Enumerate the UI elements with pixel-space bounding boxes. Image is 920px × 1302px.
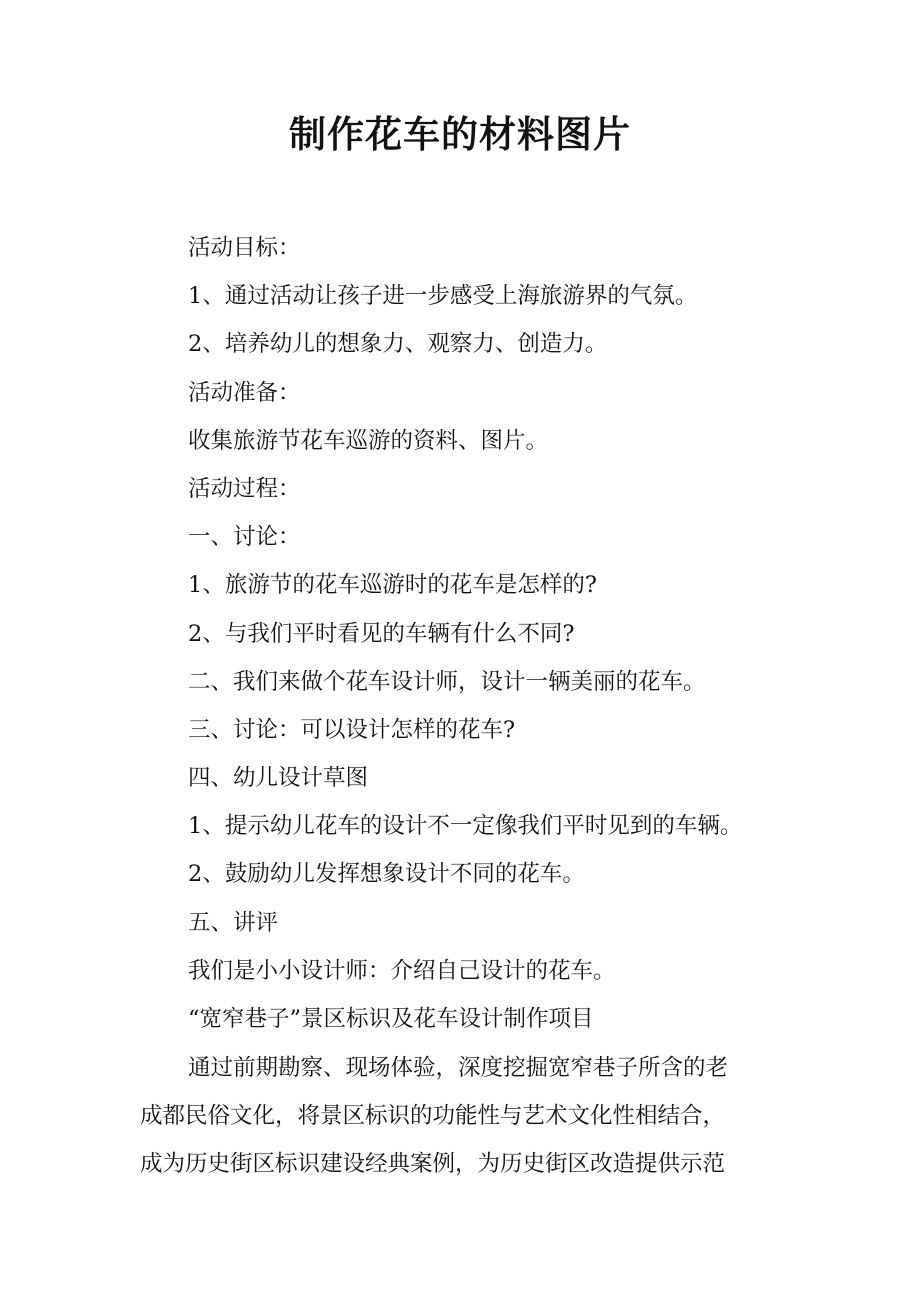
document-paragraph [140, 1044, 820, 1188]
text-line: 我们是小小设计师：介绍自己设计的花车。 [188, 957, 616, 984]
text-line: 活动目标： [188, 235, 301, 261]
paragraph-line: 成为历史街区标识建设经典案例，为历史街区改造提供示范 [140, 1151, 726, 1177]
text-line: 三、讨论：可以设计怎样的花车? [188, 716, 516, 743]
text-line: 活动过程： [188, 475, 301, 502]
text-line: “宽窄巷子”景区标识及花车设计制作项目 [188, 1006, 594, 1032]
text-line: 一、讨论： [188, 524, 301, 551]
text-line: 二、我们来做个花车设计师，设计一辆美丽的花车。 [188, 668, 706, 695]
text-line: 五、讲评 [188, 909, 279, 936]
text-line: 1、提示幼儿花车的设计不一定像我们平时见到的车辆。 [188, 813, 743, 840]
document-body [188, 224, 848, 1043]
paragraph-line: 通过前期勘察、现场体验，深度挖掘宽窄巷子所含的老 [188, 1055, 729, 1081]
document-title: 制作花车的材料图片 [289, 113, 631, 156]
text-line: 2、培养幼儿的想象力、观察力、创造力。 [188, 331, 608, 358]
text-line: 四、幼儿设计草图 [188, 765, 369, 792]
text-line: 1、通过活动让孩子进一步感受上海旅游界的气氛。 [188, 283, 698, 310]
paragraph-line: 成都民俗文化，将景区标识的功能性与艺术文化性相结合， [140, 1103, 726, 1129]
text-line: 收集旅游节花车巡游的资料、图片。 [188, 427, 549, 454]
text-line: 活动准备： [188, 379, 301, 406]
text-line: 2、与我们平时看见的车辆有什么不同? [188, 620, 575, 647]
text-line: 2、鼓励幼儿发挥想象设计不同的花车。 [188, 861, 585, 888]
text-line: 1、旅游节的花车巡游时的花车是怎样的? [188, 572, 597, 599]
